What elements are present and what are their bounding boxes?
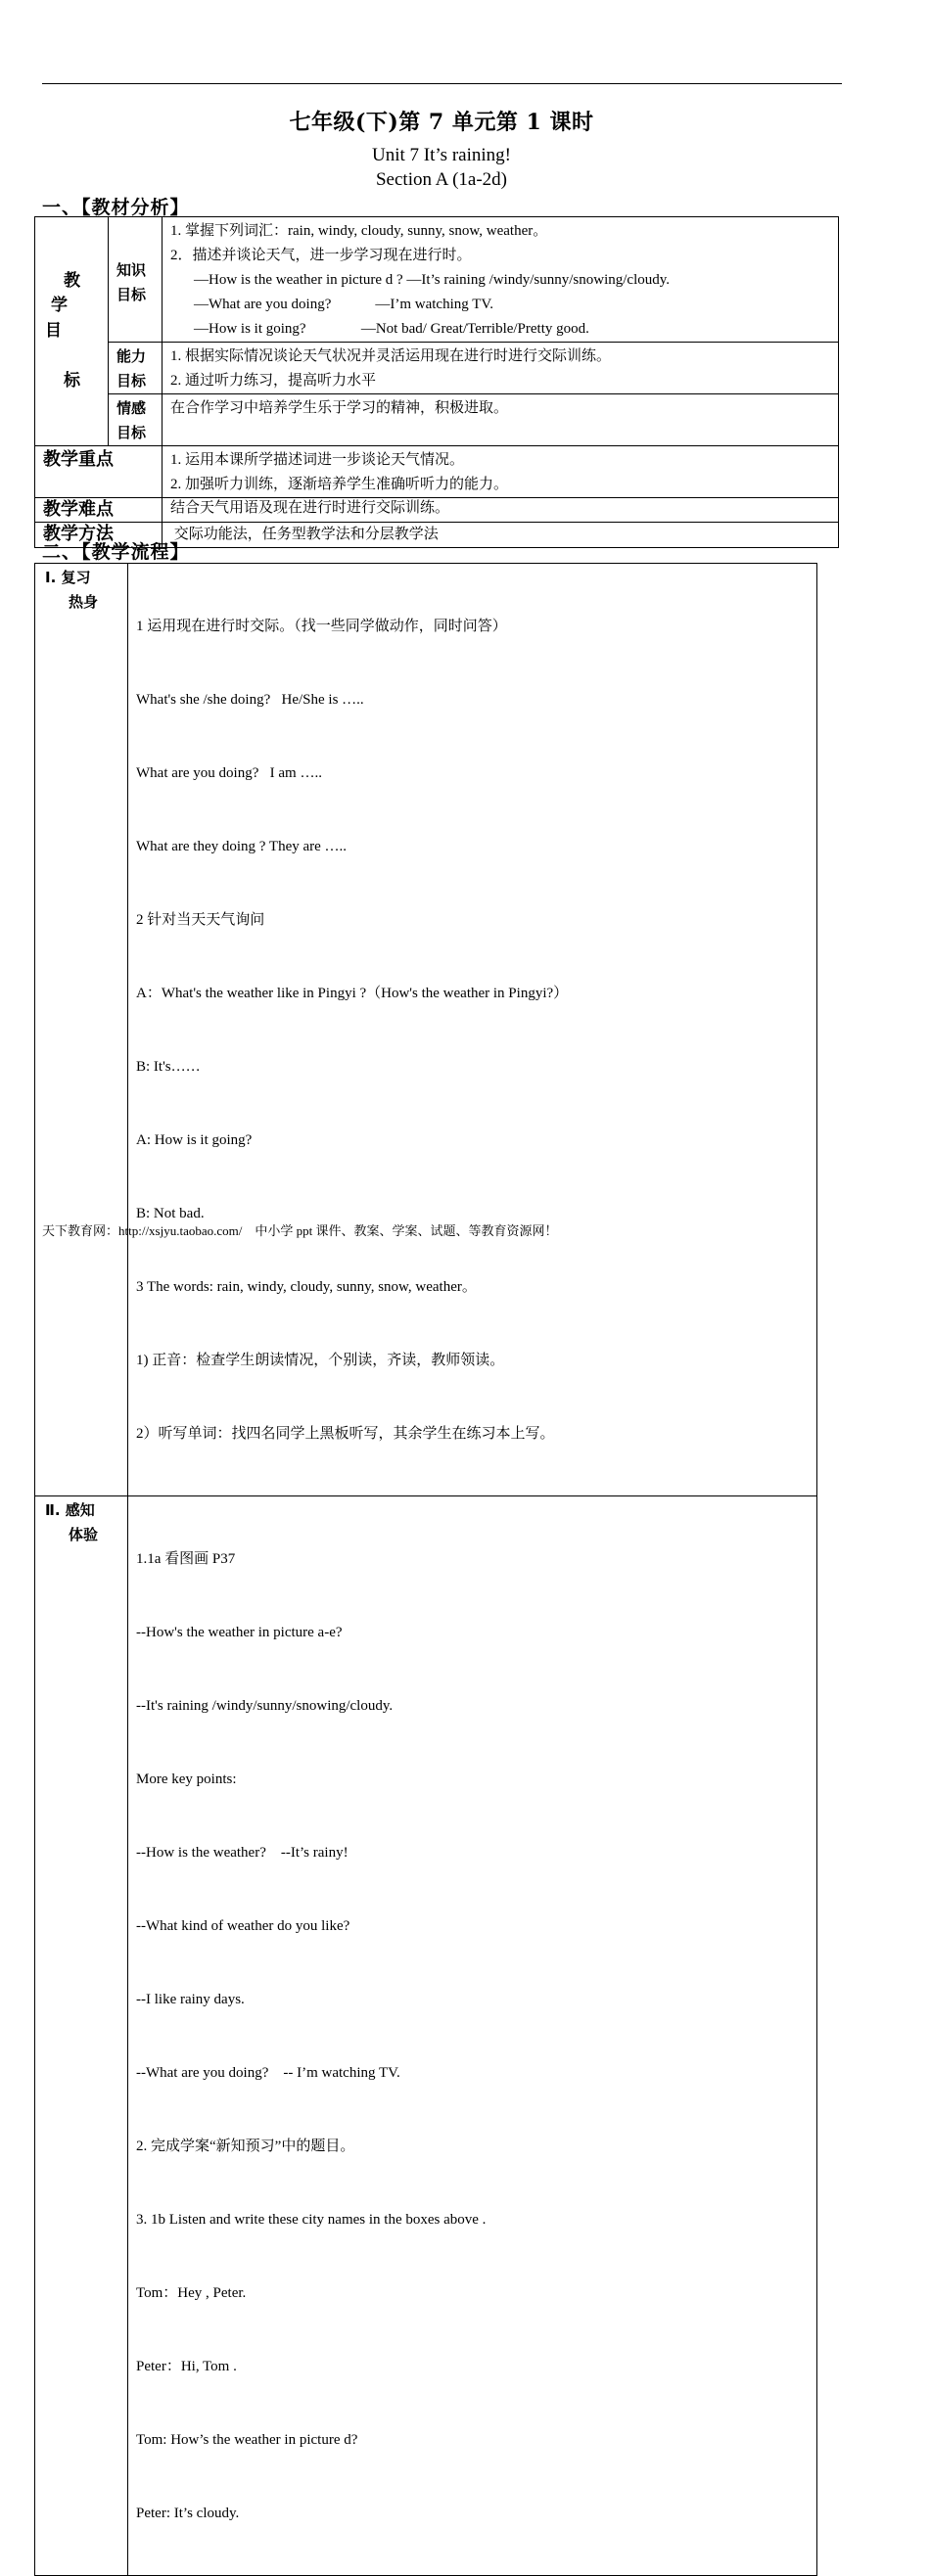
difficulties-text: 结合天气用语及现在进行时进行交际训练。 [170, 500, 450, 516]
knowledge-label-line: 知识 [116, 261, 147, 279]
stage-line: 3 The words: rain, windy, cloudy, sunny, snow, weather。 [136, 1279, 477, 1295]
stage-line: --How is the weather? --It’s rainy! [136, 1845, 349, 1861]
emotion-label-line: 情感 [116, 399, 147, 417]
ability-content-cell [163, 343, 839, 394]
knowledge-line: 1. 掌握下列词汇：rain, windy, cloudy, sunny, snow, weather。 [170, 223, 548, 239]
objectives-char: 学 [51, 296, 68, 315]
knowledge-line: —What are you doing? —I’m watching TV. [194, 297, 494, 312]
stage-label-cell [35, 1496, 128, 2576]
difficulties-content-cell [163, 498, 839, 523]
ability-line: 1. 根据实际情况谈论天气状况并灵活运用现在进行时进行交际训练。 [170, 348, 612, 364]
methods-label: 教学方法 [43, 524, 114, 544]
emotion-label-cell [109, 394, 163, 446]
stage-line: A: How is it going? [136, 1132, 253, 1148]
stage-label-line: Ⅱ. 感知 [45, 1501, 95, 1519]
objectives-char: 标 [64, 371, 80, 391]
top-rule [42, 83, 842, 84]
stage-line: B: It's…… [136, 1059, 201, 1075]
stage-line: Tom：Hey , Peter. [136, 2285, 247, 2301]
stage-line: --What kind of weather do you like? [136, 1918, 350, 1934]
objectives-label-cell [35, 217, 109, 446]
stage-line: --How's the weather in picture a-e? [136, 1625, 343, 1640]
emotion-label-line: 目标 [116, 424, 147, 441]
difficulties-label: 教学难点 [43, 499, 114, 520]
stage-line: What are you doing? I am ….. [136, 765, 322, 781]
stage-label-line: 体验 [69, 1526, 99, 1543]
stage-line: 1.1a 看图画 P37 [136, 1551, 236, 1567]
stage-line: 1 运用现在进行时交际。（找一些同学做动作，同时问答） [136, 619, 507, 634]
knowledge-line: —How is the weather in picture d ? —It’s raining /windy/sunny/snowing/cloudy. [194, 272, 671, 288]
unit-title: Unit 7 It’s raining! [372, 145, 511, 165]
objectives-char: 教 [64, 271, 80, 291]
key-points-label-cell [35, 446, 163, 498]
stage-content-cell [128, 1496, 817, 2576]
key-points-content-cell [163, 446, 839, 498]
emotion-line: 在合作学习中培养学生乐于学习的精神，积极进取。 [170, 400, 509, 416]
stage-line: B: Not bad. [136, 1206, 205, 1221]
stage-line: What's she /she doing? He/She is ….. [136, 692, 364, 708]
ability-label-line: 能力 [116, 347, 147, 365]
emotion-content-cell [163, 394, 839, 446]
stage-content-cell [128, 564, 817, 1496]
stage-line: Peter：Hi, Tom . [136, 2359, 237, 2374]
key-point-line: 1. 运用本课所学描述词进一步谈论天气情况。 [170, 452, 465, 468]
process-table [34, 563, 817, 2576]
stage-line: Tom: How’s the weather in picture d? [136, 2432, 358, 2448]
stage-line: 2 针对当天天气询问 [136, 912, 265, 928]
stage-line: 3. 1b Listen and write these city names in the boxes above . [136, 2212, 487, 2228]
stage-label-line: Ⅰ. 复习 [45, 569, 91, 586]
stage-line: --I like rainy days. [136, 1992, 245, 2007]
stage-line: More key points: [136, 1771, 237, 1787]
section-heading-process: 二、【教学流程】 [42, 541, 190, 563]
knowledge-line: —How is it going? —Not bad/ Great/Terrible/Pretty good. [194, 321, 589, 337]
stage-line: What are they doing ? They are ….. [136, 839, 348, 854]
stage-line: A：What's the weather like in Pingyi ?（How's the weather in Pingyi?） [136, 986, 569, 1001]
knowledge-label-line: 目标 [116, 286, 147, 303]
stage-line: Peter: It’s cloudy. [136, 2506, 240, 2521]
stage-label-line: 热身 [69, 593, 99, 611]
key-point-line: 2. 加强听力训练，逐渐培养学生准确听听力的能力。 [170, 477, 509, 492]
stage-label-cell [35, 564, 128, 1496]
methods-text: 交际功能法，任务型教学法和分层教学法 [170, 527, 439, 542]
stage-line: 1) 正音：检查学生朗读情况，个别读，齐读，教师领读。 [136, 1353, 505, 1368]
knowledge-content-cell [163, 217, 839, 343]
lesson-title: 七年级(下)第 7 单元第 1 课时 [289, 110, 594, 135]
page-footer: 天下教育网：http://xsjyu.taobao.com/ 中小学 ppt 课件、教案、学案、试题、等教育资源网！ [42, 1223, 558, 1238]
knowledge-line: 2．描述并谈论天气，进一步学习现在进行时。 [170, 248, 472, 263]
ability-label-line: 目标 [116, 372, 147, 390]
knowledge-label-cell [109, 217, 163, 343]
ability-label-cell [109, 343, 163, 394]
stage-line: --It's raining /windy/sunny/snowing/cloudy. [136, 1698, 394, 1714]
stage-line: 2. 完成学案“新知预习”中的题目。 [136, 2139, 355, 2154]
difficulties-label-cell [35, 498, 163, 523]
stage-line: --What are you doing? -- I’m watching TV. [136, 2065, 400, 2081]
analysis-table [34, 216, 839, 548]
section-title: Section A (1a-2d) [375, 169, 508, 190]
key-points-label: 教学重点 [43, 449, 114, 470]
section-heading-analysis: 一、【教材分析】 [42, 197, 190, 218]
stage-line: 2）听写单词：找四名同学上黑板听写，其余学生在练习本上写。 [136, 1426, 555, 1442]
ability-line: 2. 通过听力练习，提高听力水平 [170, 373, 377, 389]
objectives-char: 目 [45, 321, 62, 341]
methods-content-cell [163, 523, 839, 548]
